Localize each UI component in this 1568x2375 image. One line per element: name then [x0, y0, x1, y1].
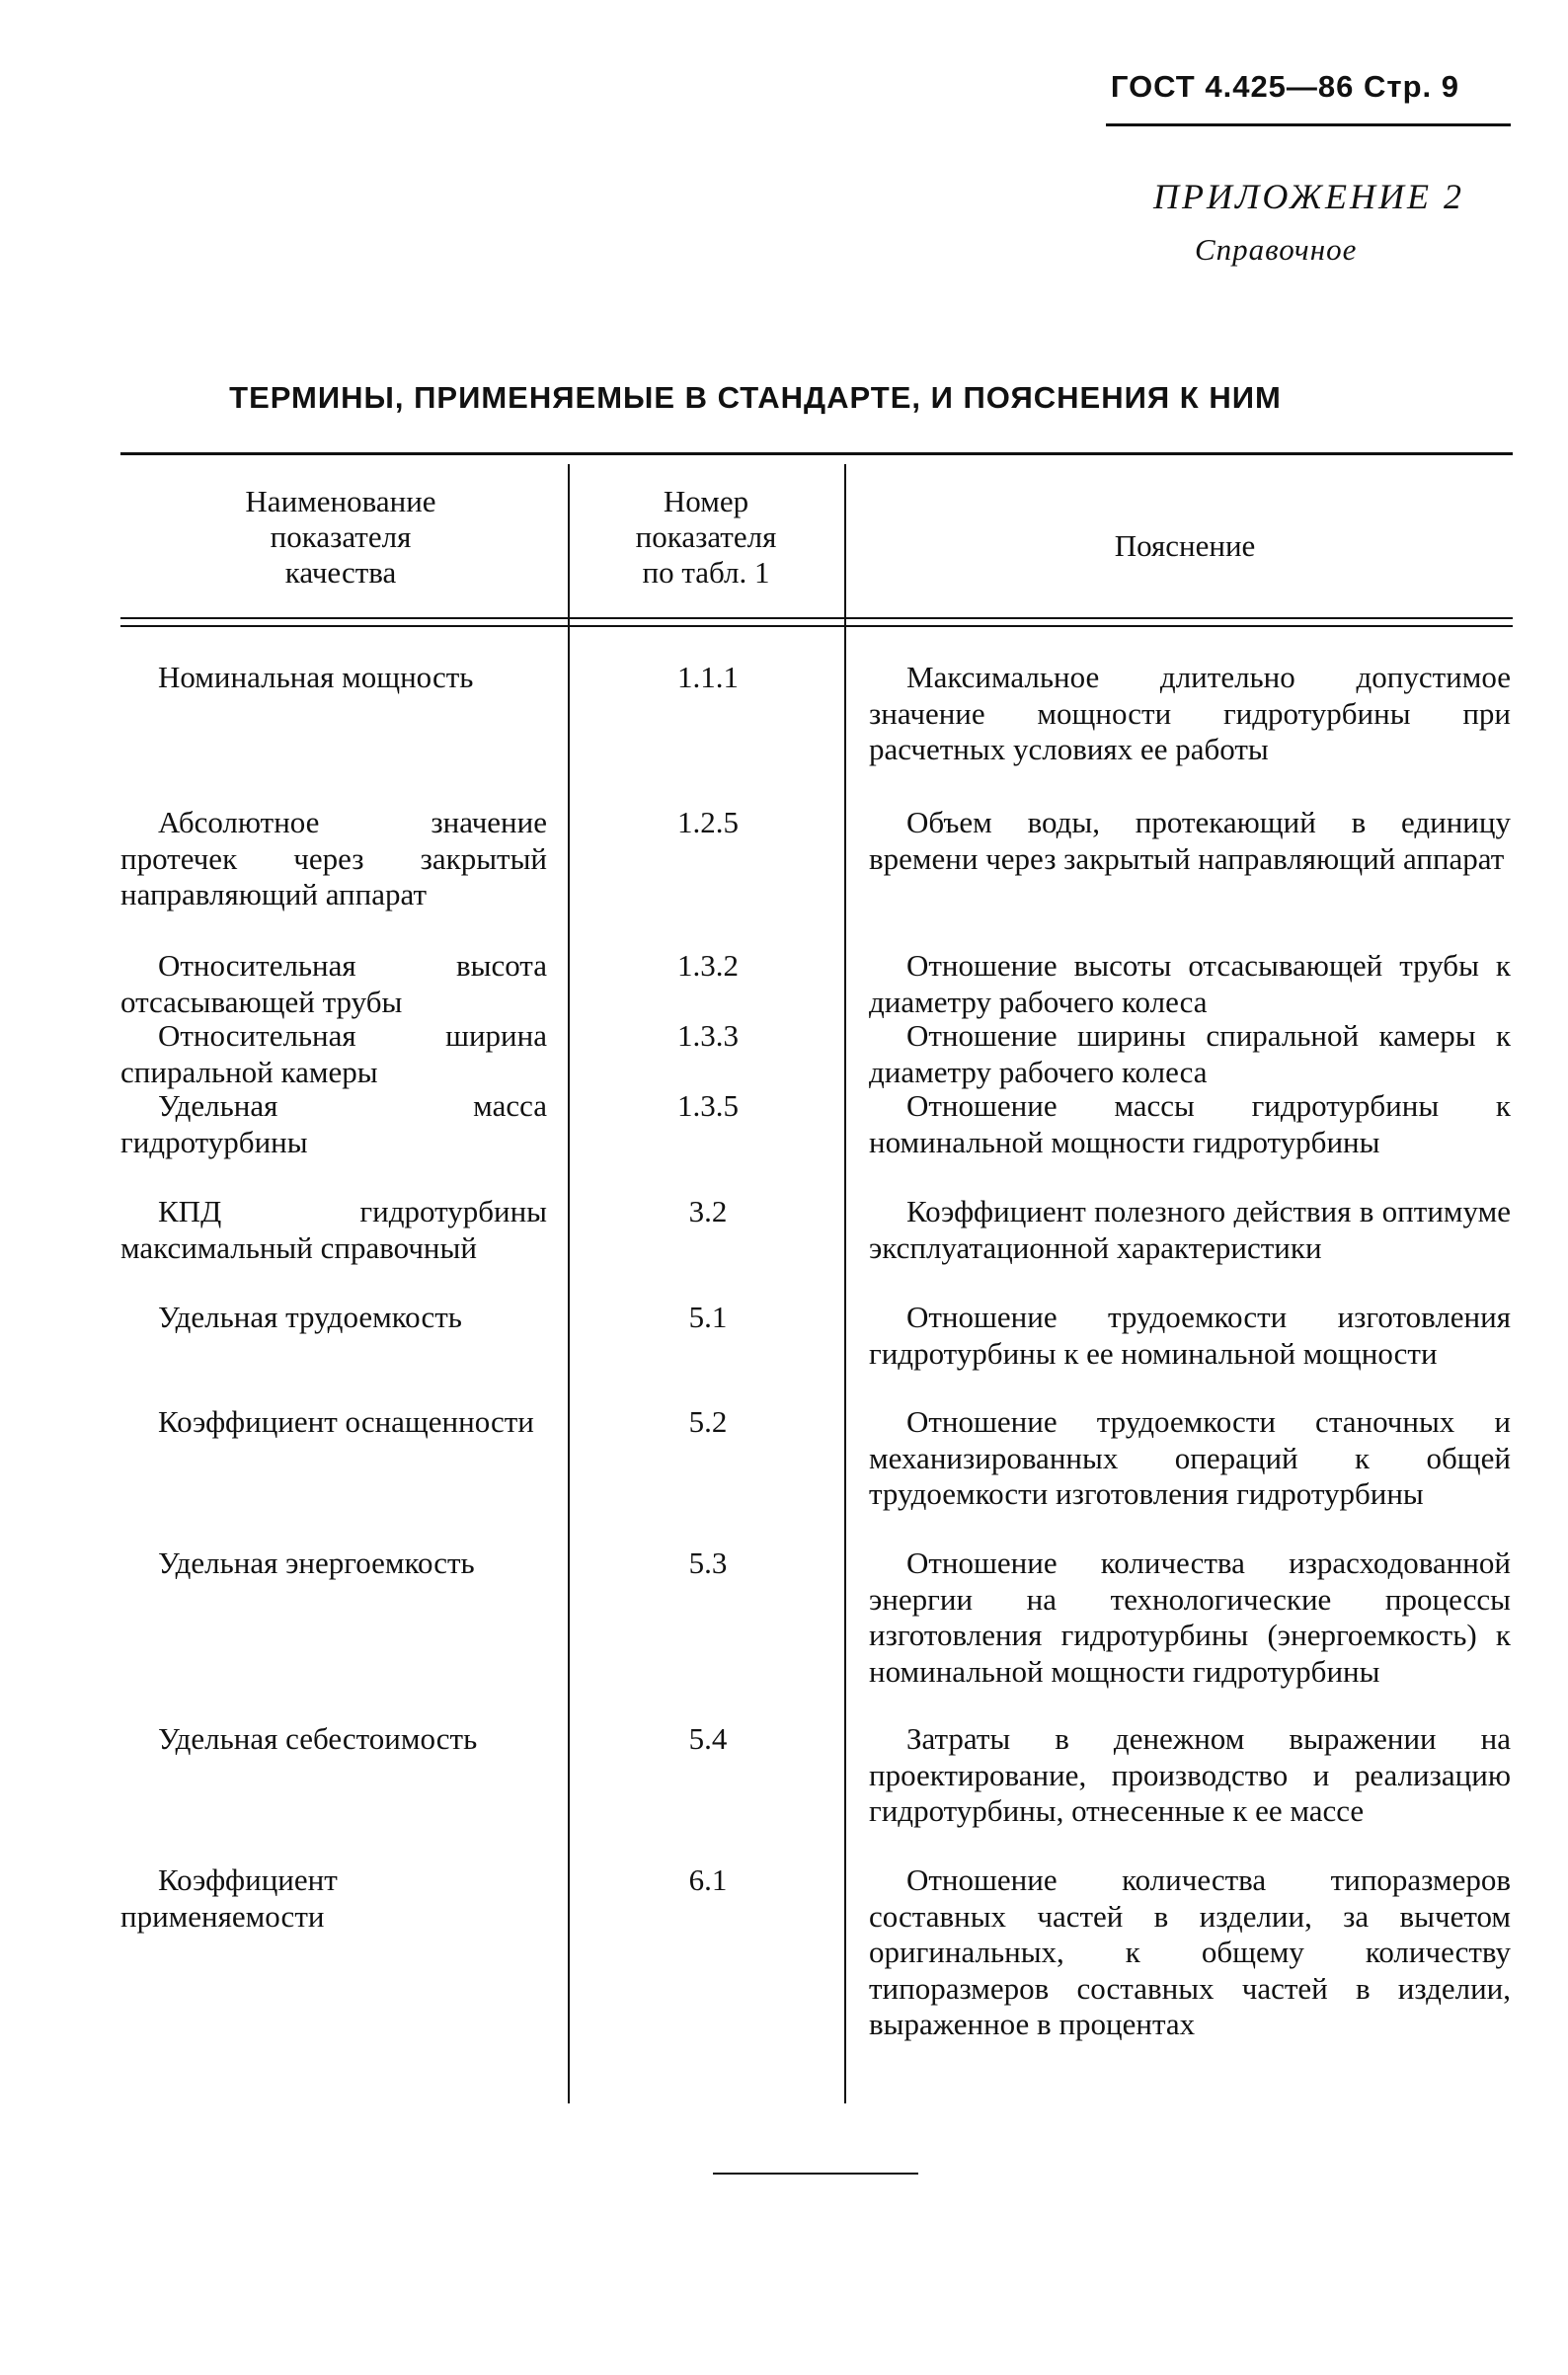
column-header-explanation	[859, 528, 1511, 564]
term-number: 1.2.5	[677, 805, 739, 839]
column-header-line: по табл. 1	[642, 555, 770, 590]
term-explanation: Отношение трудоемкости станочных и механизированных операций к общей трудоемкости изготовления гидротурбины	[869, 1404, 1511, 1511]
term-explanation: Отношение трудоемкости изготовления гидротурбины к ее номинальной мощности	[869, 1300, 1511, 1371]
end-rule	[713, 2173, 918, 2175]
page-header: ГОСТ 4.425—86 Стр. 9	[1110, 69, 1459, 104]
table-header-rule-double	[120, 625, 1513, 627]
term-number: 1.3.3	[677, 1018, 739, 1053]
term-name: Удельная энергоемкость	[158, 1545, 475, 1580]
term-number: 5.2	[688, 1404, 728, 1439]
term-number: 6.1	[688, 1862, 728, 1897]
term-explanation: Отношение массы гидротурбины к номинальной мощности гидротурбины	[869, 1088, 1511, 1159]
term-explanation: Затраты в денежном выражении на проектирование, производство и реализацию гидротурбины, отнесенные к ее массе	[869, 1721, 1511, 1828]
column-header-name	[123, 484, 558, 591]
term-explanation: Максимальное длительно допустимое значение мощности гидротурбины при расчетных условиях ее работы	[869, 660, 1511, 766]
term-name: Относительная ширина спиральной камеры	[120, 1018, 547, 1089]
term-number: 1.3.5	[677, 1088, 739, 1123]
term-number: 5.1	[688, 1300, 728, 1334]
term-explanation: Объем воды, протекающий в единицу времени через закрытый направляющий аппарат	[869, 805, 1511, 876]
table-header-rule	[120, 617, 1513, 619]
term-name: КПД гидротурбины максимальный справочный	[120, 1194, 547, 1265]
column-divider-1	[568, 464, 570, 2103]
column-header-line: Номер	[663, 484, 749, 518]
term-name: Коэффициент применяемости	[120, 1862, 338, 1934]
term-name: Номинальная мощность	[158, 660, 474, 694]
term-number: 1.3.2	[677, 948, 739, 983]
column-divider-2	[844, 464, 846, 2103]
term-explanation: Отношение количества типоразмеров составных частей в изделии, за вычетом оригинальных, к общему количеству типоразмеров составных частей в изделии, выраженное в процентах	[869, 1862, 1511, 2041]
term-name: Коэффициент оснащенности	[158, 1404, 534, 1439]
header-rule	[1106, 123, 1511, 126]
term-explanation: Коэффициент полезного действия в оптимуме эксплуатационной характеристики	[869, 1194, 1511, 1265]
page-title: ТЕРМИНЫ, ПРИМЕНЯЕМЫЕ В СТАНДАРТЕ, И ПОЯСНЕНИЯ К НИМ	[229, 380, 1282, 415]
column-header-line: показателя	[635, 519, 777, 554]
column-header-line: качества	[284, 555, 397, 590]
term-explanation: Отношение ширины спиральной камеры к диаметру рабочего колеса	[869, 1018, 1511, 1089]
table-top-rule	[120, 452, 1513, 455]
term-number: 1.1.1	[677, 660, 739, 694]
term-number: 5.3	[688, 1545, 728, 1580]
term-number: 3.2	[688, 1194, 728, 1228]
term-name: Удельная себестоимость	[158, 1721, 478, 1756]
appendix-title: ПРИЛОЖЕНИЕ 2	[1153, 177, 1464, 216]
column-header-line: Наименование	[245, 484, 436, 518]
term-explanation: Отношение количества израсходованной энергии на технологические процессы изготовления гидротурбины (энергоемкость) к номинальной мощности гидротурбины	[869, 1545, 1511, 1689]
column-header-number	[578, 484, 834, 591]
column-header-line: показателя	[270, 519, 412, 554]
term-name: Удельная масса гидротурбины	[120, 1088, 547, 1159]
term-name: Удельная трудоемкость	[158, 1300, 462, 1334]
term-name: Абсолютное значение протечек через закрытый направляющий аппарат	[120, 805, 547, 911]
appendix-note: Справочное	[1195, 232, 1358, 267]
term-number: 5.4	[688, 1721, 728, 1756]
term-explanation: Отношение высоты отсасывающей трубы к диаметру рабочего колеса	[869, 948, 1511, 1019]
column-header-line: Пояснение	[1114, 528, 1256, 563]
term-name: Относительная высота отсасывающей трубы	[120, 948, 547, 1019]
